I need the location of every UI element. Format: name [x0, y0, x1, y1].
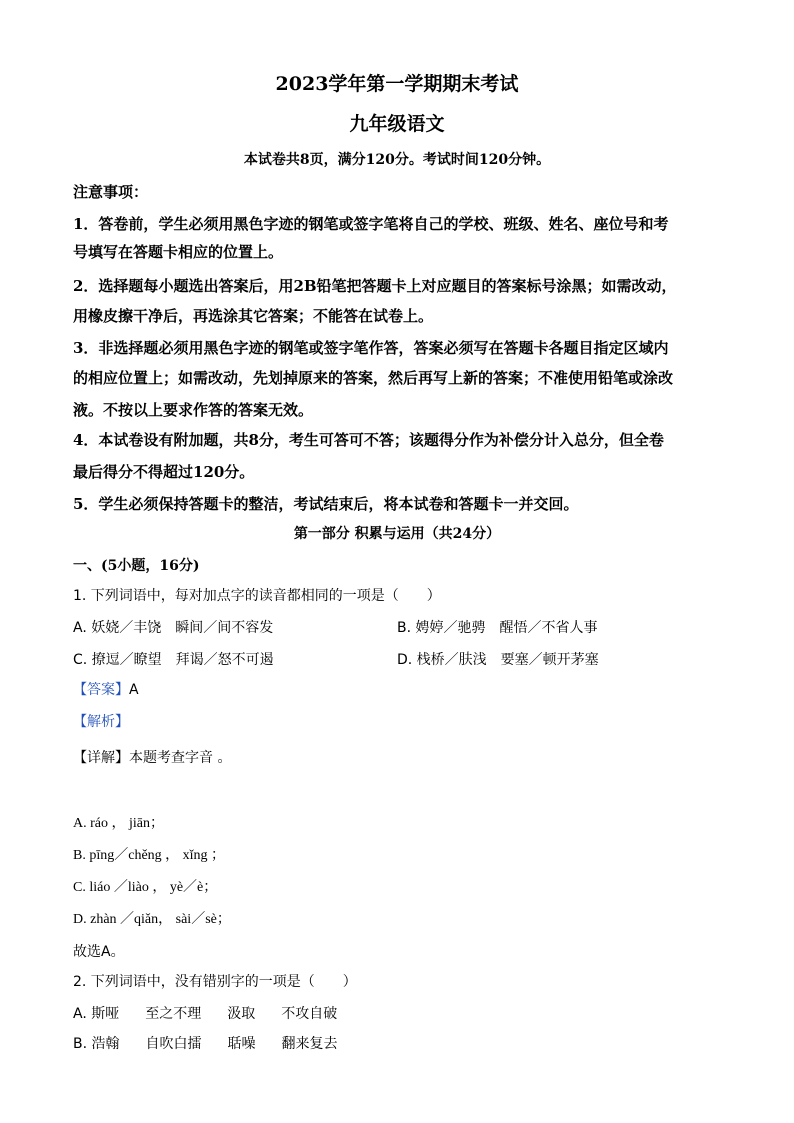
notice-line: 2．选择题每小题选出答案后，用2B铅笔把答题卡上对应题目的答案标号涂黑；如需改动， [73, 277, 677, 295]
q2-a-word: A. 斯哑 [73, 1006, 120, 1022]
q2-option-a [73, 1004, 337, 1024]
exam-title: 2023学年第一学期期末考试 [275, 73, 519, 95]
q2-a-word: 至之不理 [145, 1006, 202, 1022]
q2-a-word: 汲取 [227, 1006, 256, 1022]
q1-option-c: C. 撩逗／瞭望 拜谒／怒不可遏 [73, 652, 274, 668]
q2-b-word: 自吹白擂 [145, 1036, 202, 1052]
explanation-b: B. pīng／chěng ， xǐng ； [73, 848, 226, 863]
q2-b-word: 翻来复去 [281, 1036, 338, 1052]
explanation-a: A. ráo ， jiān； [73, 816, 164, 831]
answer-line [73, 680, 139, 700]
question-1-stem: 1. 下列词语中，每对加点字的读音都相同的一项是（ ） [73, 588, 441, 604]
detail-label: 【详解】 [73, 750, 129, 766]
q1-option-b: B. 娉婷／驰骋 醒悟／不省人事 [397, 620, 598, 636]
explanation-c: C. liáo ／liào ， yè／è； [73, 880, 218, 895]
notice-line: 号填写在答题卡相应的位置上。 [73, 243, 284, 261]
notice-line: 5．学生必须保持答题卡的整洁，考试结束后，将本试卷和答题卡一并交回。 [73, 495, 579, 513]
subject-title: 九年级语文 [349, 113, 445, 135]
question-2-stem: 2. 下列词语中，没有错别字的一项是（ ） [73, 974, 357, 990]
q2-option-b [73, 1034, 338, 1054]
notice-line: 的相应位置上；如需改动，先划掉原来的答案，然后再写上新的答案；不准使用铅笔或涂改 [73, 369, 674, 387]
notice-line: 3．非选择题必须用黑色字迹的钢笔或签字笔作答，答案必须写在答题卡各题目指定区域内 [73, 339, 669, 357]
detail-text: 本题考查字音 。 [129, 750, 232, 766]
answer-value: A [129, 682, 139, 698]
detail-line [73, 748, 231, 768]
exam-info: 本试卷共8页，满分120分。考试时间120分钟。 [243, 152, 551, 168]
q2-a-word: 不攻自破 [281, 1006, 338, 1022]
notice-line: 1．答卷前，学生必须用黑色字迹的钢笔或签字笔将自己的学校、班级、姓名、座位号和考 [73, 215, 669, 233]
section-heading: 一、(5小题，16分) [73, 558, 200, 574]
notice-line: 4．本试卷设有附加题，共8分，考生可答可不答；该题得分作为补偿分计入总分，但全卷 [73, 431, 664, 449]
explanation-d: D. zhàn ／qiǎn， sài／sè； [73, 912, 231, 927]
q1-option-a: A. 妖娆／丰饶 瞬间／间不容发 [73, 620, 274, 636]
analysis-label: 【解析】 [73, 714, 129, 730]
notice-heading: 注意事项： [73, 183, 149, 201]
q1-option-d: D. 栈桥／肤浅 要塞／顿开茅塞 [397, 652, 599, 668]
notice-line: 液。不按以上要求作答的答案无效。 [73, 401, 314, 419]
conclusion: 故选A。 [73, 944, 125, 960]
notice-line: 用橡皮擦干净后，再选涂其它答案；不能答在试卷上。 [73, 307, 434, 325]
notice-line: 最后得分不得超过120分。 [73, 463, 255, 481]
q2-b-word: 聒噪 [227, 1036, 256, 1052]
q2-b-word: B. 浩翰 [73, 1036, 120, 1052]
answer-label: 【答案】 [73, 682, 129, 698]
part-heading: 第一部分 积累与运用（共24分） [293, 526, 501, 542]
